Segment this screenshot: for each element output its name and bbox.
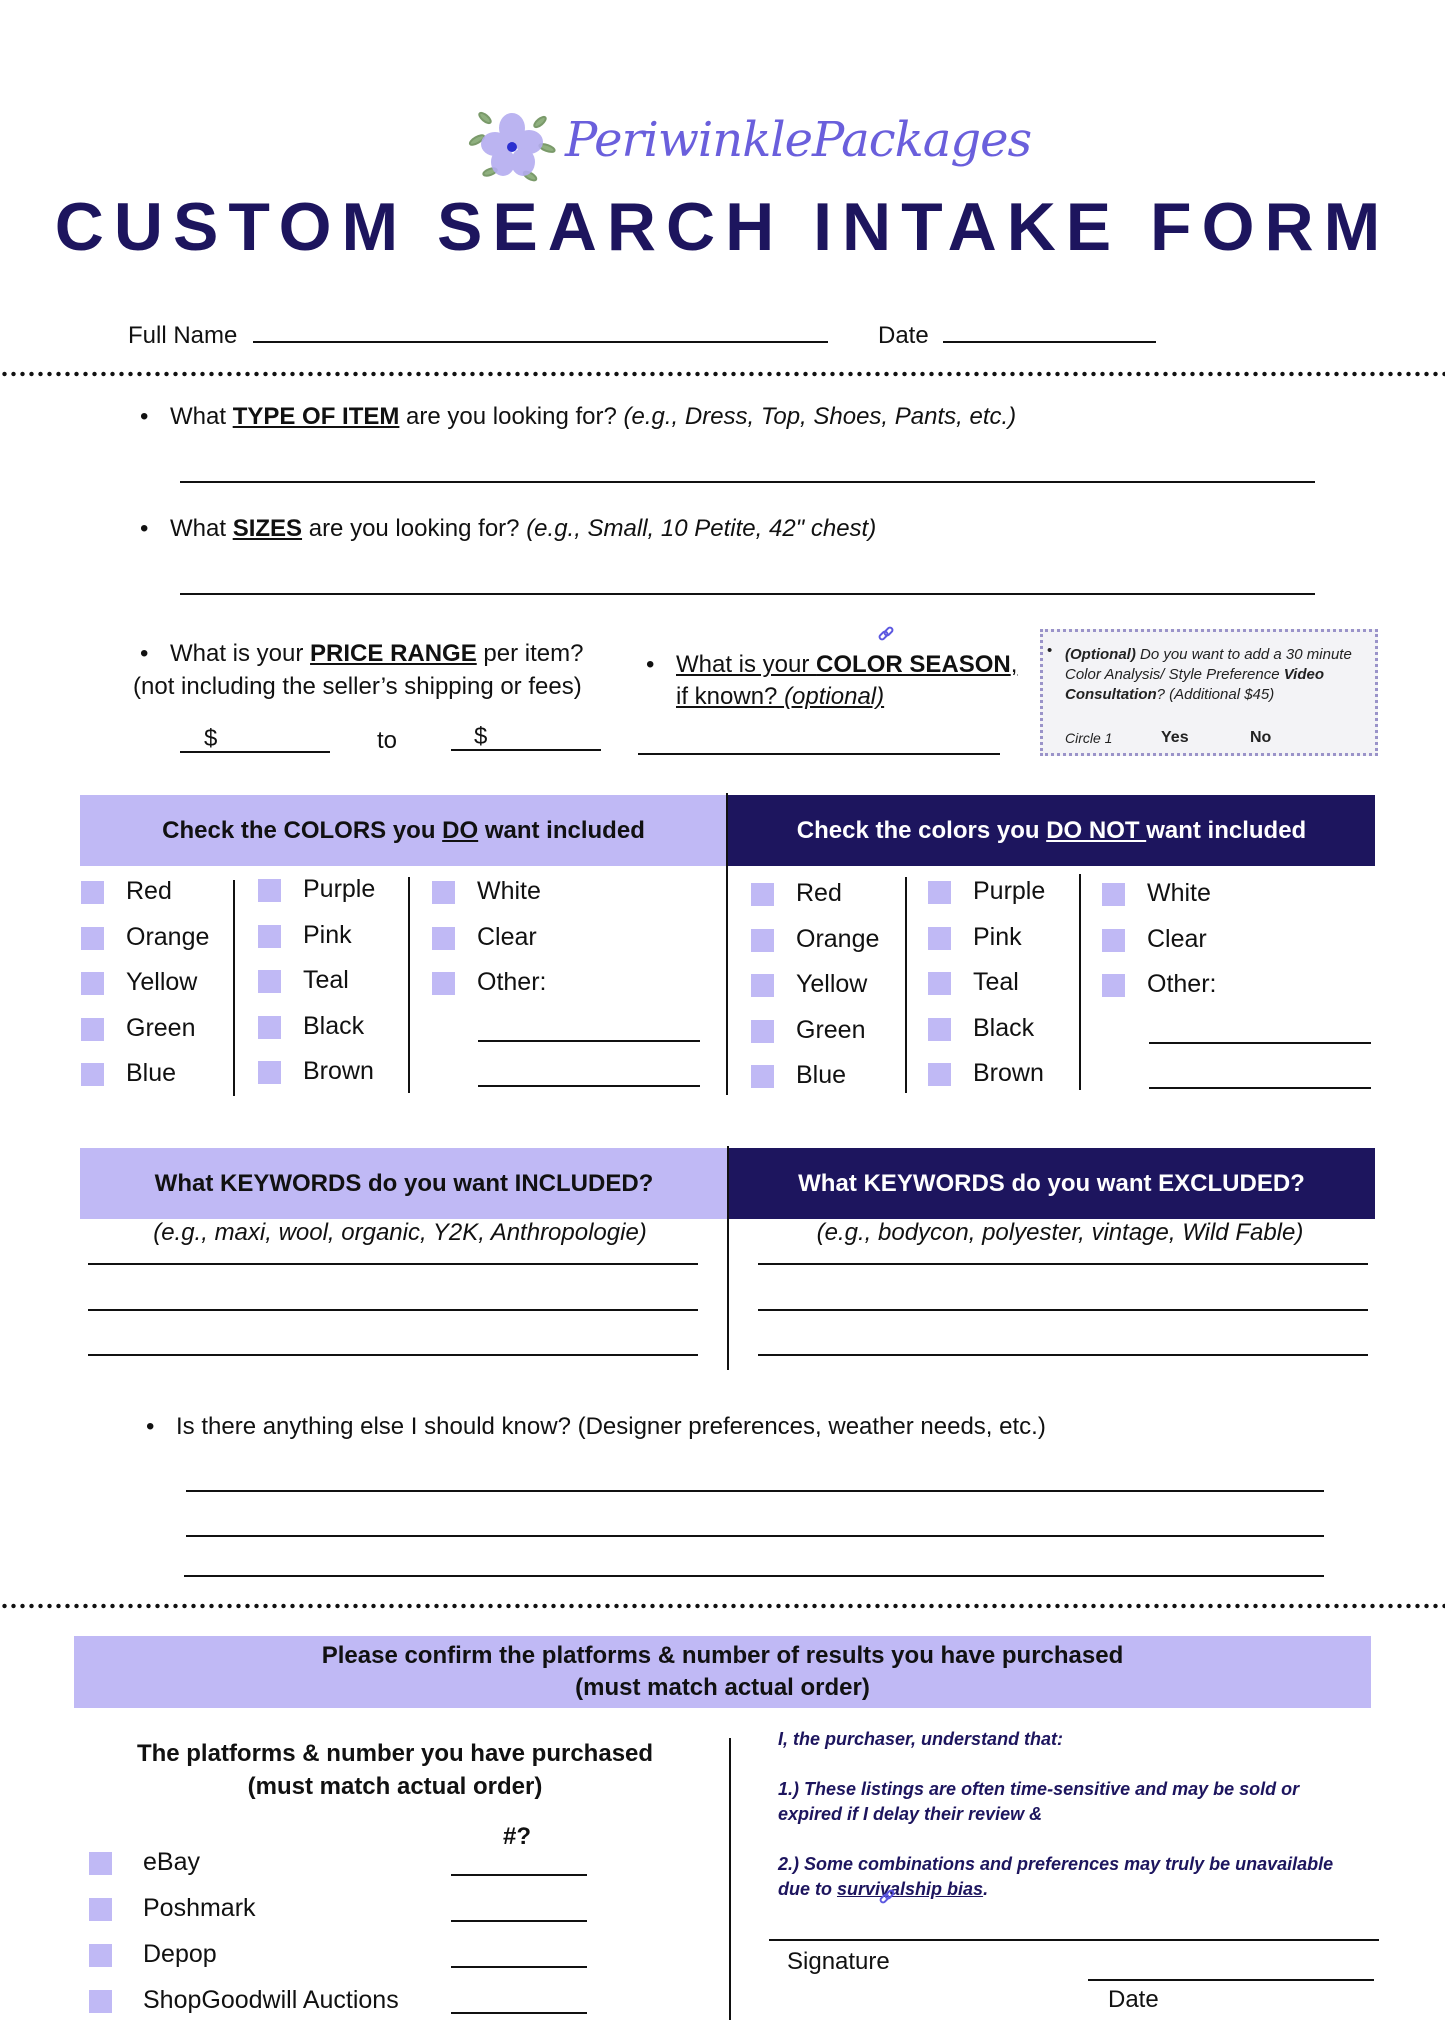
bullet: • [1047, 642, 1053, 659]
consultation-yes-option[interactable]: Yes [1161, 729, 1189, 746]
q-example: (e.g., Dress, Top, Shoes, Pants, etc.) [623, 403, 1017, 430]
full-name-label: Full Name [128, 322, 238, 349]
color-season-field[interactable] [638, 753, 1000, 755]
checkbox[interactable] [1102, 929, 1125, 952]
color-label: Purple [973, 877, 1046, 905]
currency-symbol-min: $ [204, 725, 218, 752]
checkbox[interactable] [258, 879, 281, 902]
color-label: Blue [796, 1061, 847, 1089]
hdr-pre: Check the colors you [796, 816, 1047, 844]
signature-date-label: Date [1108, 1986, 1159, 2013]
section-vertical-divider [729, 1738, 731, 2020]
checkbox[interactable] [1102, 974, 1125, 997]
platform-checkbox[interactable] [89, 1990, 112, 2013]
point2-text: 2.) Some combinations and preferences may truly be unavailable due to [778, 1854, 1334, 1899]
color-label: Other: [477, 968, 547, 996]
color-label: Yellow [126, 968, 198, 996]
question-price-range [170, 640, 583, 668]
price-to-label: to [377, 727, 398, 754]
price-range-note: (not including the seller’s shipping or fees) [133, 673, 582, 700]
q-suffix: per item? [476, 640, 584, 667]
checkbox[interactable] [81, 1018, 104, 1041]
brand-name: PeriwinklePackages [565, 112, 1032, 168]
brand-logo [465, 100, 1032, 190]
column-divider [233, 880, 235, 1096]
hdr-pre: Check the COLORS you [162, 816, 443, 844]
keywords-include-field-1[interactable] [88, 1263, 698, 1265]
link-icon[interactable] [878, 1888, 896, 1906]
confirm-banner [74, 1636, 1371, 1708]
column-divider [905, 877, 907, 1093]
column-divider [408, 877, 410, 1093]
checkbox[interactable] [81, 1063, 104, 1086]
date-field[interactable] [943, 341, 1156, 343]
checkbox[interactable] [928, 972, 951, 995]
agreement-point-2 [778, 1852, 1368, 1902]
consultation-no-option[interactable]: No [1250, 729, 1272, 746]
platform-count-field[interactable] [451, 2012, 587, 2014]
platform-label: eBay [143, 1848, 200, 1876]
q-emphasis: PRICE RANGE [310, 640, 477, 667]
q-optional: (optional) [784, 683, 885, 710]
checkbox[interactable] [432, 972, 455, 995]
platform-label: Poshmark [143, 1894, 256, 1922]
full-name-field[interactable] [253, 341, 828, 343]
colors-include-header [80, 795, 727, 866]
banner-line-1: Please confirm the platforms & number of results you have purchased [321, 1642, 1124, 1669]
hdr-post: want included [1146, 816, 1307, 844]
color-label: Green [126, 1013, 196, 1042]
question-anything-else: • Is there anything else I should know? (Designer preferences, weather needs, etc.) [176, 1413, 1046, 1441]
q-example: (e.g., Small, 10 Petite, 42" chest) [526, 515, 877, 542]
color-label: Red [796, 879, 842, 907]
section-divider [0, 371, 1445, 377]
keywords-include-example: (e.g., maxi, wool, organic, Y2K, Anthropologie) [153, 1219, 647, 1246]
question-color-season [676, 649, 1026, 713]
keywords-exclude-header: What KEYWORDS do you want EXCLUDED? [728, 1148, 1375, 1219]
q-prefix: What [170, 515, 233, 542]
type-of-item-field[interactable] [180, 481, 1315, 483]
checkbox[interactable] [432, 927, 455, 950]
keywords-include-header: What KEYWORDS do you want INCLUDED? [80, 1148, 728, 1219]
price-min-field[interactable] [180, 751, 330, 753]
q-prefix: What is your [170, 640, 311, 667]
checkbox[interactable] [1102, 883, 1125, 906]
platform-checkbox[interactable] [89, 1944, 112, 1967]
checkbox[interactable] [258, 1061, 281, 1084]
agreement-text [778, 1727, 1368, 1902]
platform-label: Depop [143, 1940, 217, 1968]
color-label: Pink [973, 922, 1022, 951]
color-label: Pink [303, 920, 352, 949]
color-label: Black [973, 1013, 1035, 1042]
platform-label: ShopGoodwill Auctions [143, 1986, 399, 2014]
checkbox[interactable] [432, 881, 455, 904]
color-label: Red [126, 877, 172, 905]
hdr-em: DO [442, 816, 479, 844]
anything-else-field-1[interactable] [186, 1490, 1324, 1492]
platform-checkbox[interactable] [89, 1852, 112, 1875]
q-emphasis: TYPE OF ITEM [232, 403, 400, 430]
color-label: Clear [1147, 924, 1207, 953]
checkbox[interactable] [751, 1065, 774, 1088]
checkbox[interactable] [258, 1016, 281, 1039]
checkbox[interactable] [81, 881, 104, 904]
q-emphasis: COLOR SEASON [816, 651, 1011, 678]
color-label: Green [796, 1015, 866, 1044]
color-label: Yellow [796, 970, 868, 998]
checkbox[interactable] [751, 1020, 774, 1043]
color-label: White [1147, 879, 1211, 907]
color-label: Teal [303, 966, 349, 994]
section-vertical-divider [727, 1146, 729, 1370]
color-label: Black [303, 1011, 365, 1040]
optional-label: (Optional) [1065, 646, 1136, 663]
consult-price: ? (Additional $45) [1156, 686, 1275, 703]
signature-label: Signature [787, 1948, 890, 1975]
question-type-of-item [170, 403, 1016, 431]
question-sizes [170, 515, 876, 543]
color-label: Other: [1147, 970, 1217, 998]
checkbox[interactable] [928, 1063, 951, 1086]
section-vertical-divider [726, 793, 728, 1095]
q-emphasis: SIZES [232, 515, 303, 542]
link-icon[interactable] [877, 625, 895, 643]
keywords-include-field-2[interactable] [88, 1309, 698, 1311]
include-other-field[interactable] [478, 1040, 700, 1042]
colors-exclude-header [728, 795, 1375, 866]
hdr-em: DO NOT [1046, 816, 1147, 844]
color-label: Clear [477, 922, 537, 951]
checkbox[interactable] [751, 974, 774, 997]
platforms-title [80, 1737, 710, 1803]
keywords-exclude-field-2[interactable] [758, 1309, 1368, 1311]
checkbox[interactable] [751, 883, 774, 906]
hdr-post: want included [478, 816, 645, 844]
periwinkle-flower-icon [465, 100, 560, 190]
consultation-box [1040, 629, 1378, 756]
consultation-question [1065, 645, 1365, 705]
checkbox[interactable] [81, 972, 104, 995]
consult-emphasis: Video Consultation [1065, 666, 1324, 703]
checkbox[interactable] [928, 881, 951, 904]
platform-count-field[interactable] [451, 1874, 587, 1876]
anything-else-field-2[interactable] [186, 1535, 1324, 1537]
date-label: Date [878, 322, 929, 349]
section-divider [0, 1603, 1445, 1609]
platform-checkbox[interactable] [89, 1898, 112, 1921]
q-prefix: What is your [676, 651, 817, 678]
exclude-other-field-2[interactable] [1149, 1087, 1371, 1089]
platform-count-field[interactable] [451, 1966, 587, 1968]
checkbox[interactable] [81, 927, 104, 950]
include-other-field-2[interactable] [478, 1085, 700, 1087]
q-suffix: are you looking for? [302, 515, 527, 542]
color-label: Brown [303, 1057, 374, 1085]
checkbox[interactable] [928, 1018, 951, 1041]
q-suffix: , if known? [676, 651, 1018, 710]
page-title: CUSTOM SEARCH INTAKE FORM [54, 189, 1391, 265]
checkbox[interactable] [751, 929, 774, 952]
keywords-include-field-3[interactable] [88, 1354, 698, 1356]
color-label: Teal [973, 968, 1019, 996]
keywords-exclude-field-3[interactable] [758, 1354, 1368, 1356]
keywords-exclude-example: (e.g., bodycon, polyester, vintage, Wild Fable) [816, 1219, 1304, 1246]
agreement-point-1: 1.) These listings are often time-sensitive and may be sold or expired if I delay their review & [778, 1779, 1300, 1824]
color-label: Purple [303, 875, 376, 903]
color-label: White [477, 877, 541, 905]
color-label: Brown [973, 1059, 1044, 1087]
survivalship-bias-link[interactable]: survivalship bias [837, 1879, 984, 1899]
color-label: Blue [126, 1059, 177, 1087]
platform-count-field[interactable] [451, 1920, 587, 1922]
checkbox[interactable] [258, 970, 281, 993]
exclude-other-field[interactable] [1149, 1042, 1371, 1044]
color-label: Orange [796, 924, 880, 953]
color-label: Orange [126, 922, 210, 951]
platforms-title-line-1: The platforms & number you have purchased [136, 1740, 654, 1767]
q-suffix: are you looking for? [399, 403, 624, 430]
banner-line-2: (must match actual order) [575, 1674, 870, 1701]
platforms-title-line-2: (must match actual order) [247, 1773, 543, 1800]
column-divider [1079, 874, 1081, 1090]
agreement-intro: I, the purchaser, understand that: [778, 1729, 1064, 1749]
point2-end: . [983, 1879, 989, 1899]
consult-text: Do you want to add a 30 minute Color Analysis/ Style Preference [1065, 646, 1352, 683]
signature-date-field[interactable] [1088, 1979, 1374, 1981]
anything-else-field-3[interactable] [184, 1575, 1324, 1577]
q-prefix: What [170, 403, 233, 430]
signature-field[interactable] [769, 1939, 1379, 1941]
currency-symbol-max: $ [474, 723, 488, 750]
circle-label: Circle 1 [1065, 730, 1113, 746]
keywords-exclude-field-1[interactable] [758, 1263, 1368, 1265]
count-header: #? [503, 1823, 532, 1850]
checkbox[interactable] [928, 927, 951, 950]
price-max-field[interactable] [451, 749, 601, 751]
sizes-field[interactable] [180, 593, 1315, 595]
checkbox[interactable] [258, 925, 281, 948]
